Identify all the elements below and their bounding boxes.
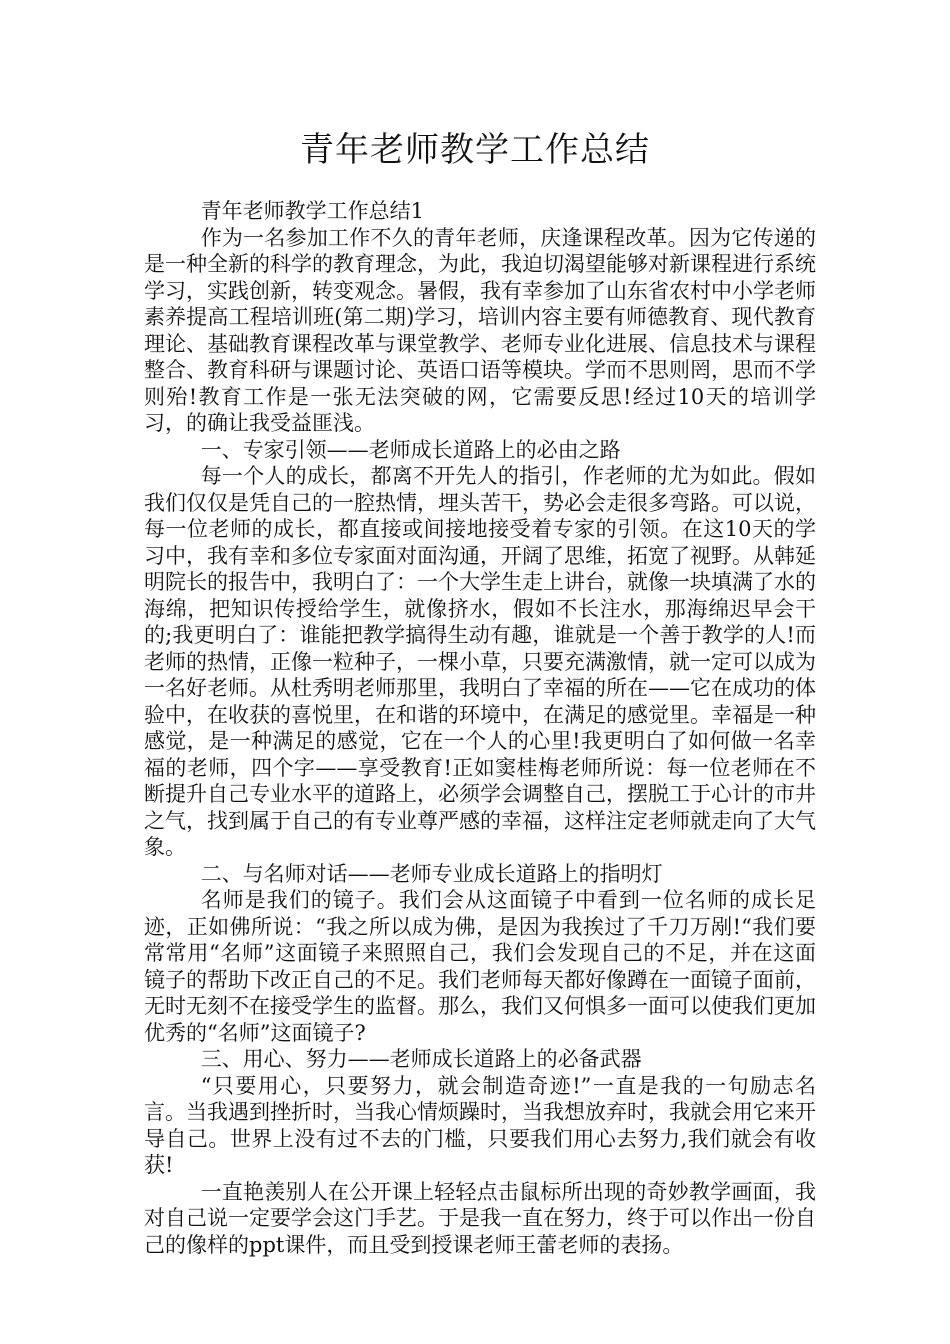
paragraph: 一直艳羡别人在公开课上轻轻点击鼠标所出现的奇妙教学画面，我对自己说一定要学会这门手艺。于是我一直在努力，终于可以作出一份自己的像样的ppt课件，而且受到授课老师王蕾老师的表扬。: [144, 1179, 816, 1257]
section-heading: 青年老师教学工作总结1: [200, 199, 425, 223]
paragraph: “只要用心，只要努力，就会制造奇迹!”一直是我的一句励志名言。当我遇到挫折时，当我心情烦躁时，当我想放弃时，我就会用它来开导自己。世界上没有过不去的门槛，只要我们用心去努力,我们就会有收获!: [144, 1073, 816, 1177]
document-title: 青年老师教学工作总结: [300, 130, 650, 170]
paragraph: 每一个人的成长，都离不开先人的指引，作老师的尤为如此。假如我们仅仅是凭自己的一腔热情，埋头苦干，势必会走很多弯路。可以说，每一位老师的成长，都直接或间接地接受着专家的引领。在这10天的学习中，我有幸和多位专家面对面沟通，开阔了思维，拓宽了视野。从韩延明院长的报告中，我明白了：一个大学生走上讲台，就像一块填满了水的海绵，把知识传授给学生，就像挤水，假如不长注水，那海绵迟早会干的;我更明白了：谁能把教学搞得生动有趣，谁就是一个善于教学的人!而老师的热情，正像一粒种子，一棵小草，只要充满激情，就一定可以成为一名好老师。从杜秀明老师那里，我明白了幸福的所在——它在成功的体验中，在收获的喜悦里，在和谐的环境中，在满足的感觉里。幸福是一种感觉，是一种满足的感觉，它在一个人的心里!我更明白了如何做一名幸福的老师，四个字——享受教育!正如窦桂梅老师所说：每一位老师在不断提升自己专业水平的道路上，必须学会调整自己，摆脱工于心计的市井之气，找到属于自己的有专业尊严感的幸福，这样注定老师就走向了大气象。: [144, 464, 816, 859]
paragraph: 作为一名参加工作不久的青年老师，庆逢课程改革。因为它传递的是一种全新的科学的教育理念，为此，我迫切渴望能够对新课程进行系统学习，实践创新，转变观念。暑假，我有幸参加了山东省农村中小学老师素养提高工程培训班(第二期)学习，培训内容主要有师德教育、现代教育理论、基础教育课程改革与课堂教学、老师专业化进展、信息技术与课程整合、教育科研与课题讨论、英语口语等模块。学而不思则罔，思而不学则殆!教育工作是一张无法突破的网，它需要反思!经过10天的培训学习，的确让我受益匪浅。: [144, 225, 816, 435]
subheading: 一、专家引领——老师成长道路上的必由之路: [200, 437, 621, 462]
document-body: [144, 198, 816, 1258]
subheading: 二、与名师对话——老师专业成长道路上的指明灯: [200, 861, 663, 886]
subheading: 三、用心、努力——老师成长道路上的必备武器: [200, 1047, 642, 1071]
paragraph: 名师是我们的镜子。我们会从这面镜子中看到一位名师的成长足迹，正如佛所说：“我之所以成为佛，是因为我挨过了千刀万剐!“我们要常常用“名师”这面镜子来照照自己，我们会发现自己的不足，并在这面镜子的帮助下改正自己的不足。我们老师每天都好像蹲在一面镜子面前，无时无刻不在接受学生的监督。那么，我们又何惧多一面可以使我们更加优秀的“名师”这面镜子?: [144, 888, 816, 1045]
